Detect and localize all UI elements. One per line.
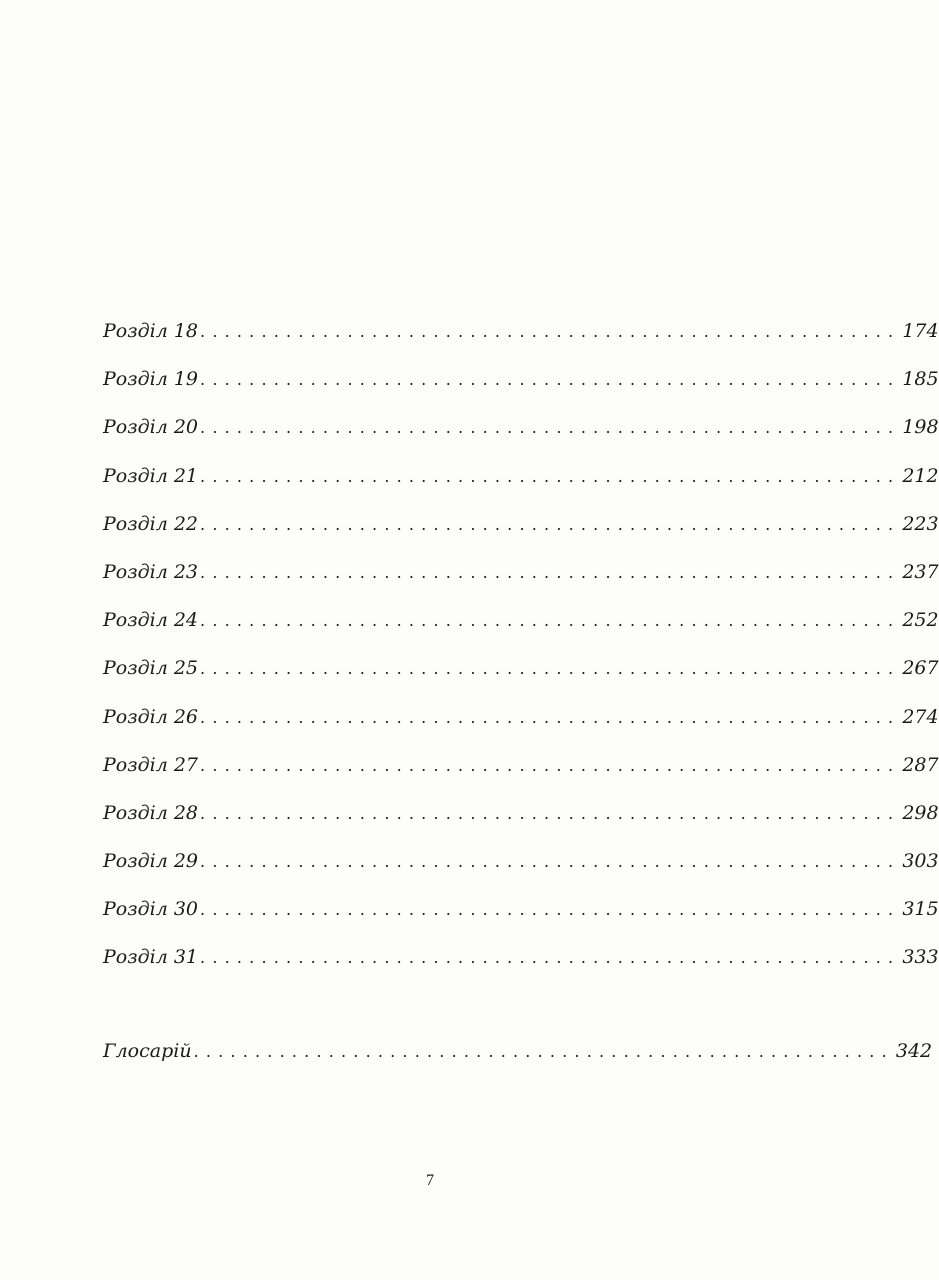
- toc-entry: [103, 416, 939, 466]
- toc-entry-page: 342: [895, 1040, 933, 1062]
- toc-entry: [103, 850, 939, 900]
- toc-entry-page: 267: [902, 657, 939, 680]
- toc-leader-dots: .........................................................: [200, 418, 901, 438]
- toc-entry-page: 237: [902, 560, 939, 583]
- toc-leader-dots: .........................................................: [200, 611, 901, 631]
- toc-entry-label: Розділ 30: [103, 898, 199, 921]
- toc-leader-dots: .........................................................: [200, 370, 901, 390]
- toc-entry-label: Розділ 29: [103, 850, 199, 873]
- toc-leader-dots: .........................................................: [200, 900, 901, 920]
- toc-entry-label: Розділ 31: [103, 946, 199, 969]
- toc-entry-page: 287: [902, 753, 939, 776]
- toc-entry-page: 185: [902, 368, 939, 391]
- toc-entry-page: 298: [902, 801, 939, 824]
- table-of-contents: [103, 320, 939, 997]
- toc-leader-dots: .........................................................: [200, 755, 901, 775]
- toc-entry: [103, 464, 939, 515]
- toc-entry: [103, 1040, 933, 1090]
- toc-entry-page: 223: [902, 512, 939, 535]
- toc-leader-dots: .........................................................: [200, 707, 901, 727]
- toc-entry: [103, 368, 939, 418]
- toc-entry-page: 333: [902, 946, 939, 969]
- toc-leader-dots: .........................................................: [200, 562, 901, 582]
- toc-glossary-entry: [103, 1040, 933, 1090]
- toc-entry-label: Розділ 21: [103, 464, 199, 487]
- toc-leader-dots: .........................................................: [200, 948, 901, 968]
- toc-leader-dots: .........................................................: [200, 514, 901, 534]
- toc-leader-dots: .........................................................: [200, 852, 901, 872]
- toc-entry: [103, 946, 939, 996]
- toc-entry-page: 252: [902, 609, 939, 632]
- toc-leader-dots: .........................................................: [200, 803, 901, 823]
- toc-entry-label: Розділ 22: [103, 512, 199, 535]
- toc-entry-page: 315: [902, 898, 939, 921]
- toc-entry: [103, 320, 939, 370]
- toc-entry-label: Розділ 19: [103, 368, 199, 391]
- toc-entry-page: 274: [902, 705, 939, 728]
- toc-leader-dots: .........................................................: [193, 1042, 894, 1061]
- toc-entry-label: Глосарій: [103, 1040, 192, 1062]
- toc-entry-label: Розділ 24: [103, 609, 199, 632]
- toc-entry: [103, 657, 939, 707]
- toc-entry-page: 303: [902, 850, 939, 873]
- toc-leader-dots: .........................................................: [200, 659, 901, 679]
- toc-entry-page: 198: [902, 416, 939, 439]
- toc-entry: [103, 705, 939, 756]
- toc-entry: [103, 898, 939, 948]
- toc-entry: [103, 753, 939, 804]
- toc-entry-label: Розділ 20: [103, 416, 199, 439]
- toc-entry: [103, 609, 939, 659]
- toc-entry-label: Розділ 26: [103, 705, 199, 728]
- toc-entry-label: Розділ 27: [103, 753, 199, 776]
- page-number: 7: [426, 1172, 434, 1189]
- toc-leader-dots: .........................................................: [200, 466, 901, 486]
- toc-entry-label: Розділ 23: [103, 560, 199, 583]
- toc-entry-page: 174: [902, 320, 939, 342]
- toc-entry: [103, 512, 939, 563]
- toc-entry-page: 212: [902, 464, 939, 487]
- toc-entry: [103, 801, 939, 852]
- toc-leader-dots: .........................................................: [200, 322, 901, 341]
- toc-entry-label: Розділ 25: [103, 657, 199, 680]
- toc-entry-label: Розділ 28: [103, 801, 199, 824]
- toc-entry: [103, 560, 939, 611]
- toc-entry-label: Розділ 18: [103, 320, 199, 342]
